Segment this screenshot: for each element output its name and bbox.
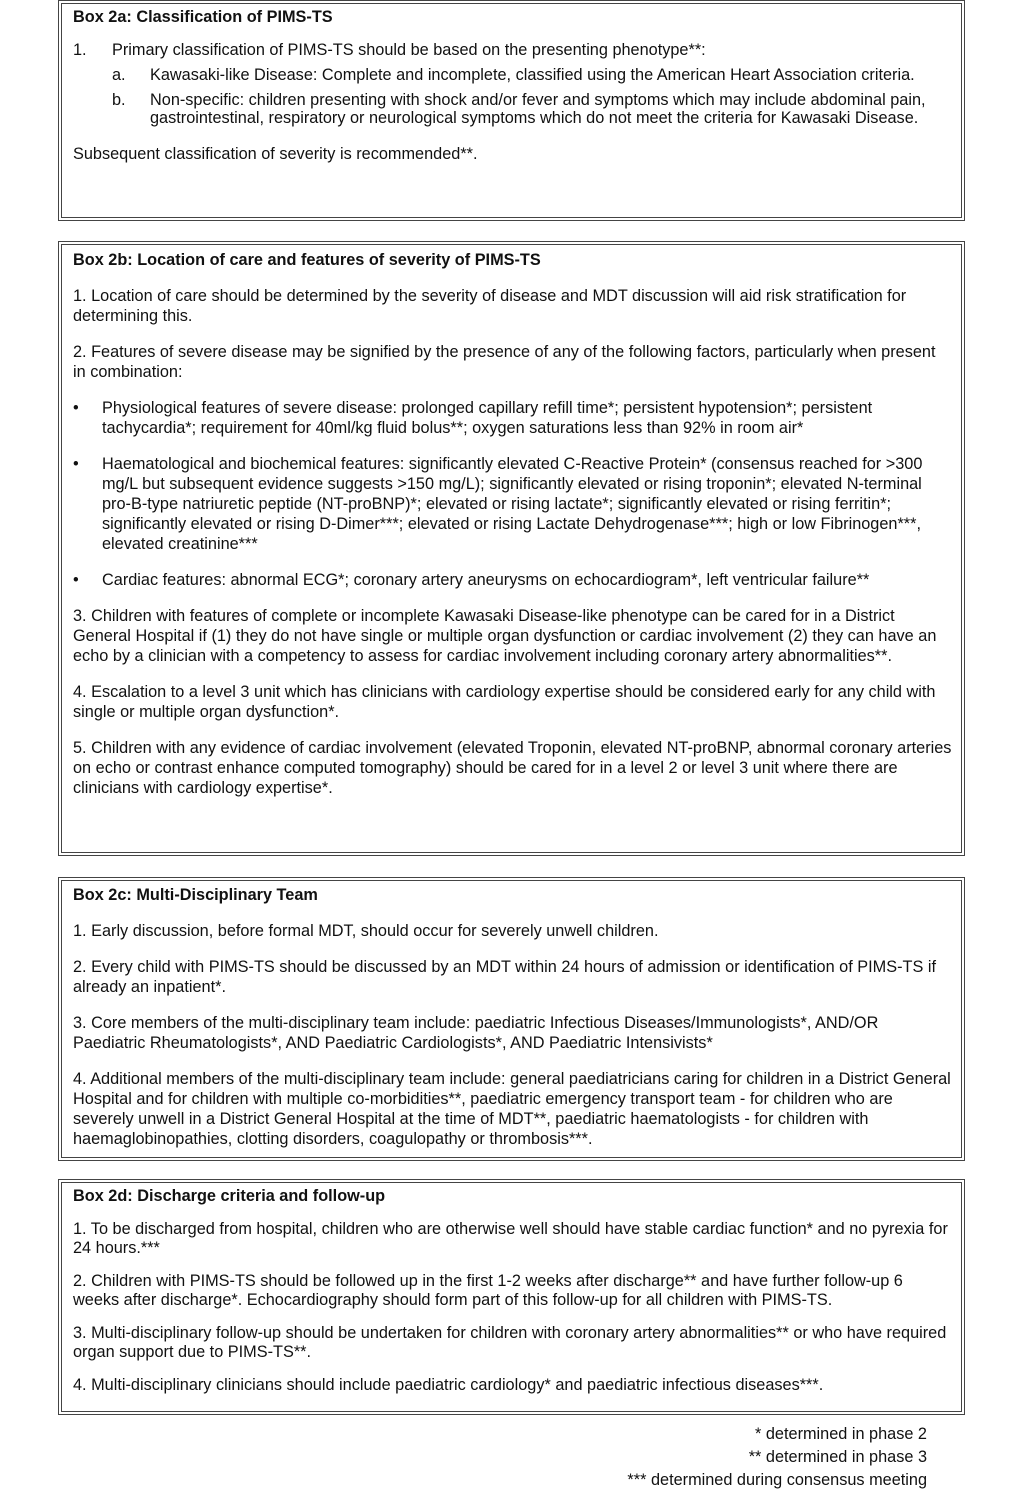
sub-item-text: Non-specific: children presenting with shock and/or fever and symptoms which may include abdominal pain, gastrointestinal, respiratory or neurological symptoms which do not meet the criteria for Kawasaki Disease. — [150, 90, 926, 127]
box-2a-title: Box 2a: Classification of PIMS-TS — [73, 8, 333, 26]
sub-item-text: Kawasaki-like Disease: Complete and incomplete, classified using the American Heart Association criteria. — [150, 66, 915, 84]
box-2c-multidisciplinary-team — [58, 877, 965, 1161]
bullet-item — [73, 454, 952, 554]
box-2c-title: Box 2c: Multi-Disciplinary Team — [73, 886, 318, 904]
sub-item-letter: b. — [112, 90, 126, 109]
bullet-text: Cardiac features: abnormal ECG*; coronary artery aneurysms on echocardiogram*, left ventricular failure** — [102, 571, 870, 589]
box-2a-closing: Subsequent classification of severity is recommended**. — [73, 144, 478, 163]
sub-list-item — [73, 91, 952, 128]
box-2c-paragraph-4: 4. Additional members of the multi-disciplinary team include: general paediatricians caring for children in a District General Hospital and for children with multiple co-morbidities**, paediatric emergency transport team - for children who are severely unwell in a District General Hospital at the time of MDT**, paediatric haematologists - for children with haemaglobinopathies, clotting disorders, coagulopathy or thrombosis***. — [73, 1070, 951, 1148]
bullet-item — [73, 570, 952, 590]
bullet-marker: • — [73, 455, 79, 473]
sub-item-letter: a. — [112, 66, 126, 84]
list-item — [73, 40, 952, 60]
box-2d-paragraph-4: 4. Multi-disciplinary clinicians should include paediatric cardiology* and paediatric infectious diseases***. — [73, 1376, 824, 1394]
bullet-item — [73, 398, 952, 438]
box-2c-paragraph-1: 1. Early discussion, before formal MDT, should occur for severely unwell children. — [73, 922, 659, 940]
box-2b-paragraph-2: 2. Features of severe disease may be signified by the presence of any of the following factors, particularly when present in combination: — [73, 343, 936, 381]
footnotes — [627, 1423, 927, 1492]
box-2a-sublist — [73, 66, 952, 128]
box-2d-discharge-followup — [58, 1179, 965, 1415]
box-2b-paragraph-1: 1. Location of care should be determined by the severity of disease and MDT discussion will aid risk stratification for determining this. — [73, 287, 907, 325]
item-text: Primary classification of PIMS-TS should be based on the presenting phenotype**: — [112, 41, 706, 59]
bullet-text: Haematological and biochemical features: significantly elevated C-Reactive Protein* (consensus reached for >300 mg/L but subsequent evidence suggests >150 mg/L); significantly elevated or rising troponin*; elevated N-terminal pro-B-type natriuretic peptide (NT-proBNP)*; elevated or rising lactate*; significantly elevated or rising ferritin*; significantly elevated or rising D-Dimer***; elevated or rising Lactate Dehydrogenase***; high or low Fibrinogen***, elevated creatinine*** — [102, 455, 923, 553]
box-2b-title: Box 2b: Location of care and features of severity of PIMS-TS — [73, 251, 541, 269]
footnote-phase-3: ** determined in phase 3 — [748, 1448, 927, 1466]
box-2d-paragraph-1: 1. To be discharged from hospital, children who are otherwise well should have stable cardiac function* and no pyrexia for 24 hours.*** — [73, 1220, 948, 1257]
box-2c-paragraph-3: 3. Core members of the multi-disciplinary team include: paediatric Infectious Diseases/Immunologists*, AND/OR Paediatric Rheumatologists*, AND Paediatric Cardiologists*, AND Paediatric Intensivists* — [73, 1014, 879, 1052]
box-2d-paragraph-3: 3. Multi-disciplinary follow-up should be undertaken for children with coronary artery abnormalities** or who have required organ support due to PIMS-TS**. — [73, 1324, 947, 1361]
box-2c-paragraph-2: 2. Every child with PIMS-TS should be discussed by an MDT within 24 hours of admission or identification of PIMS-TS if already an inpatient*. — [73, 958, 936, 996]
sub-list-item — [73, 66, 952, 85]
box-2a-list — [73, 40, 952, 128]
box-2b-paragraph-3: 3. Children with features of complete or incomplete Kawasaki Disease-like phenotype can be cared for in a District General Hospital if (1) they do not have single or multiple organ dysfunction or cardiac involvement (2) they can have an echo by a clinician with a competency to assess for cardiac involvement including coronary artery abnormalities**. — [73, 607, 937, 665]
bullet-text: Physiological features of severe disease: prolonged capillary refill time*; persistent hypotension*; persistent tachycardia*; requirement for 40ml/kg fluid bolus**; oxygen saturations less than 92% in room air* — [102, 399, 873, 437]
footnote-consensus: *** determined during consensus meeting — [627, 1471, 927, 1489]
box-2b-paragraph-4: 4. Escalation to a level 3 unit which has clinicians with cardiology expertise should be considered early for any child with single or multiple organ dysfunction*. — [73, 683, 936, 721]
box-2b-paragraph-5: 5. Children with any evidence of cardiac involvement (elevated Troponin, elevated NT-proBNP, abnormal coronary arteries on echo or contrast enhance computed tomography) should be cared for in a level 2 or level 3 unit where there are clinicians with cardiology expertise*. — [73, 739, 952, 797]
box-2d-paragraph-2: 2. Children with PIMS-TS should be followed up in the first 1-2 weeks after discharge** and have further follow-up 6 weeks after discharge*. Echocardiography should form part of this follow-up for all children with PIMS-TS. — [73, 1272, 903, 1309]
item-number: 1. — [73, 41, 87, 59]
bullet-marker: • — [73, 571, 79, 589]
bullet-marker: • — [73, 399, 79, 417]
footnote-phase-2: * determined in phase 2 — [755, 1425, 927, 1443]
box-2d-title: Box 2d: Discharge criteria and follow-up — [73, 1187, 386, 1205]
box-2b-location-severity — [58, 241, 965, 856]
box-2a-classification — [58, 0, 965, 221]
